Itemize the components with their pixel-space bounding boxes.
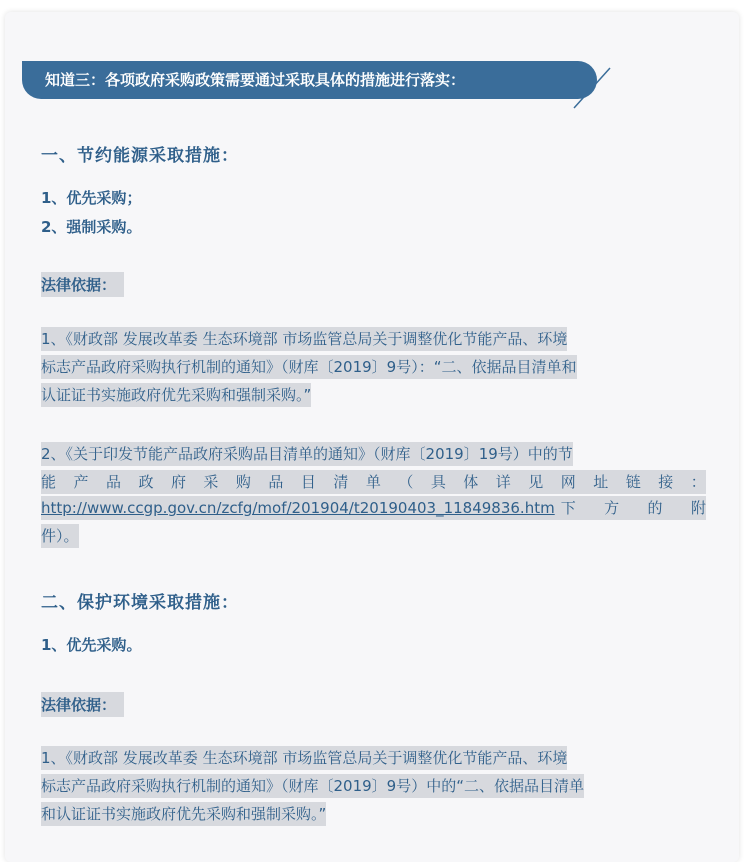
justified-char: 购 [235, 473, 251, 491]
article-card [5, 12, 739, 862]
justified-char: （ [398, 473, 414, 491]
justified-char: 见 [528, 473, 544, 491]
section-banner [22, 61, 597, 99]
para-line: 和认证证书实施政府优先采购和强制采购。” [41, 802, 326, 826]
justified-char: 附 [690, 499, 706, 517]
para-line: 2、《关于印发节能产品政府采购品目清单的通知》（财库〔2019〕19号）中的节 [41, 442, 573, 466]
justified-char: 府 [170, 473, 186, 491]
section1-basis-para-1 [41, 325, 706, 409]
justified-char: 产 [73, 473, 89, 491]
justified-char: 址 [593, 473, 609, 491]
banner-slash-decoration [572, 66, 612, 110]
justified-char: 采 [203, 473, 219, 491]
section1-heading: 一、节约能源采取措施： [41, 146, 239, 166]
justified-char: 品 [268, 473, 284, 491]
justified-char: 政 [138, 473, 154, 491]
section1-item-1: 1、优先采购； [41, 189, 142, 207]
justified-char: 链 [625, 473, 641, 491]
justified-char: 详 [495, 473, 511, 491]
para-line: 1、《财政部 发展改革委 生态环境部 市场监管总局关于调整优化节能产品、环境 [41, 746, 567, 770]
para-line: 标志产品政府采购执行机制的通知》（财库〔2019〕9号）：“二、依据品目清单和 [41, 355, 577, 379]
section2-heading: 二、保护环境采取措施： [41, 593, 239, 613]
para-link-line [41, 496, 706, 520]
link-tail-text [561, 496, 706, 520]
para-justified-line [41, 470, 706, 494]
catalog-link[interactable]: http://www.ccgp.gov.cn/zcfg/mof/201904/t20190403_11849836.htm [41, 499, 555, 517]
section1-basis-para-2 [41, 440, 706, 550]
justified-char: 下 [560, 499, 576, 517]
para-line: 1、《财政部 发展改革委 生态环境部 市场监管总局关于调整优化节能产品、环境 [41, 327, 567, 351]
para-line: 件）。 [41, 524, 79, 548]
justified-char: 网 [560, 473, 576, 491]
justified-char: 方 [604, 499, 620, 517]
justified-char: 体 [463, 473, 479, 491]
justified-char: 单 [365, 473, 381, 491]
justified-char: 的 [647, 499, 663, 517]
section1-basis-label: 法律依据： [41, 272, 124, 297]
section2-basis-para-1 [41, 744, 706, 828]
justified-char: 目 [300, 473, 316, 491]
justified-char: 接 [658, 473, 674, 491]
banner-title: 知道三：各项政府采购政策需要通过采取具体的措施进行落实： [45, 71, 466, 89]
justified-char: ： [690, 473, 706, 491]
justified-char: 能 [41, 473, 57, 491]
justified-char: 清 [333, 473, 349, 491]
para-line: 认证证书实施政府优先采购和强制采购。” [41, 383, 311, 407]
justified-char: 具 [430, 473, 446, 491]
section1-item-2: 2、强制采购。 [41, 218, 142, 236]
section2-basis-label: 法律依据： [41, 692, 124, 717]
para-line: 标志产品政府采购执行机制的通知》（财库〔2019〕9号）中的“二、依据品目清单 [41, 774, 584, 798]
justified-char: 品 [105, 473, 121, 491]
section2-item-1: 1、优先采购。 [41, 636, 142, 654]
